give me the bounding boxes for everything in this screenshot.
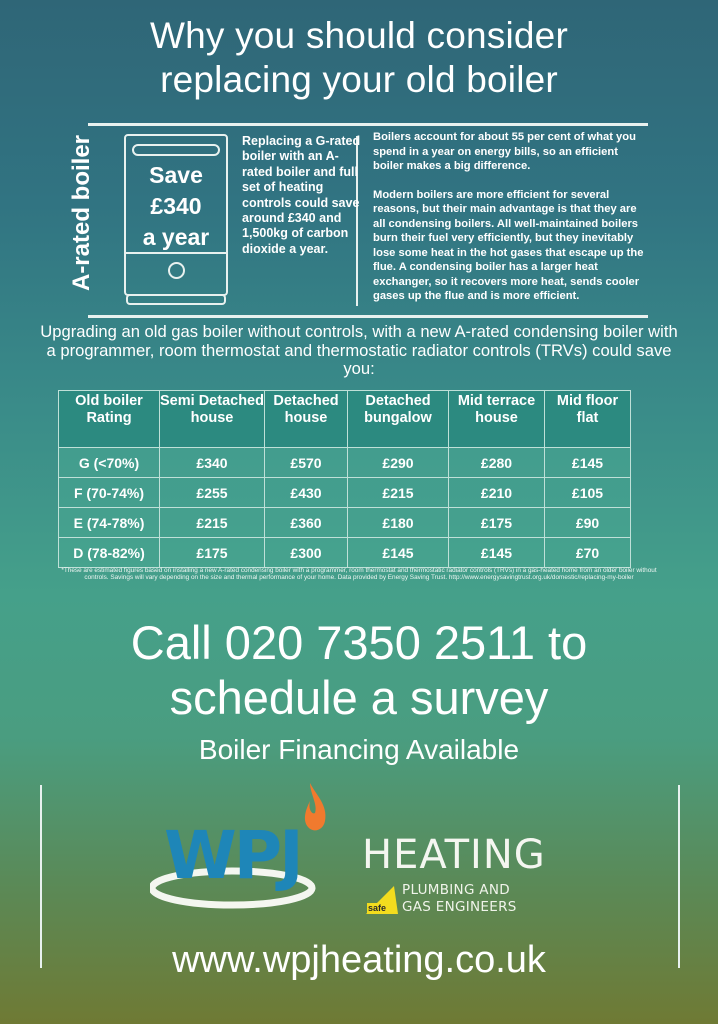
call-to-action (0, 615, 718, 725)
savings-callout (126, 160, 226, 253)
value-cell: £215 (160, 508, 265, 538)
cta-phone-line: Call 020 7350 2511 to (130, 616, 588, 669)
savings-table (58, 390, 631, 568)
svg-text:safe: safe (368, 903, 387, 913)
value-cell: £145 (348, 538, 449, 568)
value-cell: £300 (265, 538, 348, 568)
boiler-explanation (373, 130, 648, 318)
page-title (0, 14, 718, 102)
title-line-2: replacing your old boiler (160, 59, 558, 100)
value-cell: £340 (160, 448, 265, 478)
rating-cell: E (74-78%) (59, 508, 160, 538)
table-row (59, 448, 631, 478)
boiler-top-panel (132, 144, 220, 156)
gas-safe-badge-icon (364, 884, 400, 916)
value-cell: £255 (160, 478, 265, 508)
value-cell: £210 (449, 478, 545, 508)
tagline-line-1: PLUMBING AND (402, 882, 510, 898)
a-rated-summary: Replacing a G-rated boiler with an A-rated boiler and full set of heating controls could save around £340 and 1,500kg of carbon dioxide a year. (242, 134, 361, 256)
value-cell: £70 (545, 538, 631, 568)
cta-survey-line: schedule a survey (169, 671, 549, 724)
value-cell: £90 (545, 508, 631, 538)
footnote: *These are estimated figures based on installing a new A-rated condensing boiler with a programmer, room thermostat and thermostatic radiator controls (TRVs) in a gas-heated home from an older boiler without controls. Savings will vary depending on the size and thermal performance of your home. Data provided by Energy Saving Trust. http://www.energysavingtrust.org.uk/domestic/replacing-my-boiler (61, 567, 657, 582)
top-divider (88, 123, 648, 126)
value-cell: £430 (265, 478, 348, 508)
title-line-1: Why you should consider (150, 15, 568, 56)
header-cell: Semi Detached house (160, 391, 265, 448)
rating-cell: F (70-74%) (59, 478, 160, 508)
boiler-panel-divider (126, 252, 226, 254)
value-cell: £175 (449, 508, 545, 538)
header-cell: Detached house (265, 391, 348, 448)
header-cell: Old boiler Rating (59, 391, 160, 448)
table-row (59, 478, 631, 508)
value-cell: £215 (348, 478, 449, 508)
value-cell: £145 (545, 448, 631, 478)
save-period: a year (142, 224, 210, 250)
tagline-line-2: GAS ENGINEERS (402, 899, 517, 915)
financing-note: Boiler Financing Available (198, 734, 520, 765)
a-rated-boiler-label: A-rated boiler (68, 134, 95, 292)
boiler-base (126, 294, 226, 305)
value-cell: £360 (265, 508, 348, 538)
svg-text:WPJ: WPJ (164, 817, 301, 894)
header-cell: Mid floor flat (545, 391, 631, 448)
value-cell: £180 (348, 508, 449, 538)
value-cell: £570 (265, 448, 348, 478)
table-header-row (59, 391, 631, 448)
save-word: Save (149, 162, 203, 188)
explanation-paragraph-1: Boilers account for about 55 per cent of what you spend in a year on energy bills, so an efficient boiler makes a big difference. (373, 131, 636, 172)
value-cell: £145 (449, 538, 545, 568)
explanation-paragraph-2: Modern boilers are more efficient for several reasons, but their main advantage is that they are all condensing boilers. All well-maintained boilers burn their fuel very efficiently, but they inevitably lose some heat in the hot gases that escape up the flue. A condensing boiler has a larger heat exchanger, so it recovers more heat, sends cooler gases up the flue and is more efficient. (373, 188, 644, 302)
table-row (59, 538, 631, 568)
website-url[interactable]: www.wpjheating.co.uk (172, 939, 546, 981)
header-cell: Detached bungalow (348, 391, 449, 448)
table-row (59, 508, 631, 538)
logo-tagline (402, 882, 517, 916)
value-cell: £175 (160, 538, 265, 568)
header-cell: Mid terrace house (449, 391, 545, 448)
value-cell: £280 (449, 448, 545, 478)
boiler-dial-icon (168, 262, 185, 279)
heating-wordmark: HEATING (362, 832, 546, 878)
value-cell: £105 (545, 478, 631, 508)
savings-intro: Upgrading an old gas boiler without controls, with a new A-rated condensing boiler with a programmer, room thermostat and thermostatic radiator controls (TRVs) could save you: (40, 322, 678, 378)
value-cell: £290 (348, 448, 449, 478)
rating-cell: G (<70%) (59, 448, 160, 478)
save-amount: £340 (150, 193, 202, 219)
boiler-icon (124, 134, 228, 296)
rating-cell: D (78-82%) (59, 538, 160, 568)
